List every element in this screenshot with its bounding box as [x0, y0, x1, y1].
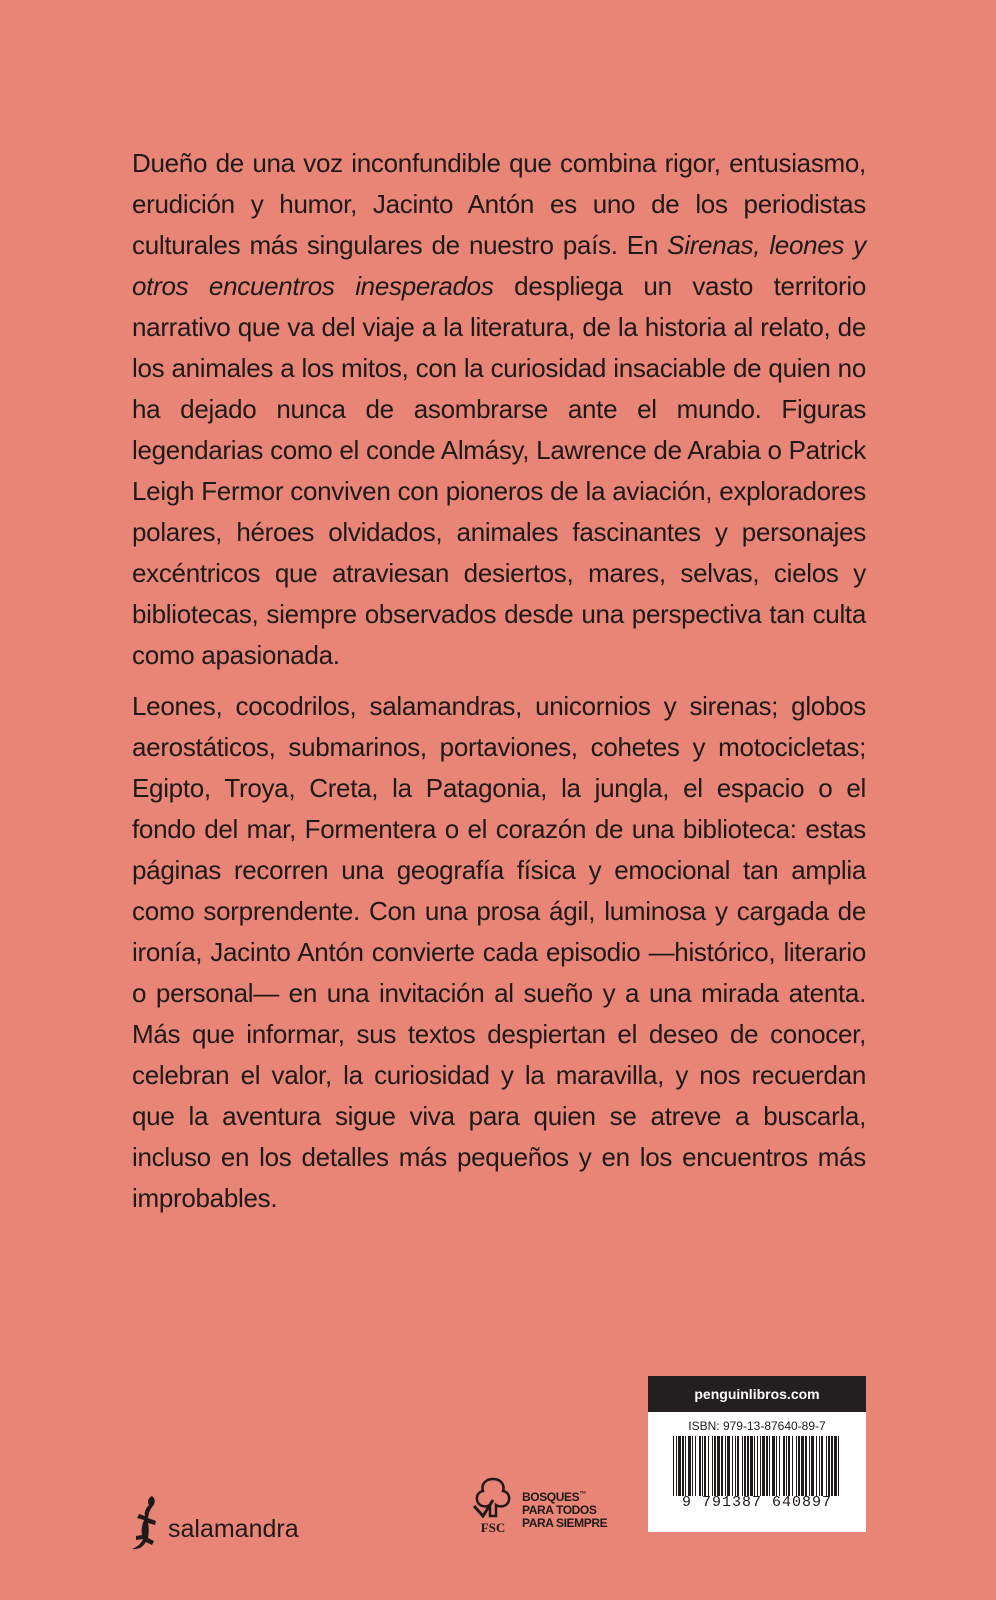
blurb-p1-body: despliega un vasto territorio narrativo que va del viaje a la literatura, de la historia al relato, de los animales a los mitos, con la curiosidad insaciable de quien no ha dejado nunca de asombrarse ante el mundo. Figuras legendarias como el conde Almásy, Lawrence de Arabia o Patrick Leigh Fermor conviven con pioneros de la aviación, exploradores polares, héroes olvidados, animales fascinantes y personajes excéntricos que atraviesan desiertos, mares, selvas, cielos y bibliotecas, siempre observados desde una perspectiva tan culta como apasionada.: [132, 271, 866, 670]
fsc-certification-logo: [468, 1476, 618, 1546]
fsc-tree-mark: [468, 1476, 518, 1536]
blurb-paragraph-2: Leones, cocodrilos, salamandras, unicornios y sirenas; globos aerostáticos, submarinos, portaviones, cohetes y motocicletas; Egipto, Troya, Creta, la Patagonia, la jungla, el espacio o el fondo del mar, Formentera o el corazón de una biblioteca: estas páginas recorren una geografía física y emocional tan amplia como sorprendente. Con una prosa ágil, luminosa y cargada de ironía, Jacinto Antón convierte cada episodio —histórico, literario o personal— en una invitación al sueño y a una mirada atenta. Más que informar, sus textos despiertan el deseo de conocer, celebran el valor, la curiosidad y la maravilla, y nos recuerdan que la aventura sigue viva para quien se atreve a buscarla, incluso en los detalles más pequeños y en los encuentros más improbables.: [132, 691, 866, 1213]
isbn-number: ISBN: 979-13-87640-89-7: [688, 1419, 826, 1433]
fsc-slogan: [522, 1488, 607, 1530]
book-title-italic: Sirenas, leones y otros encuentros inesperados: [132, 230, 866, 301]
barcode-bars: [667, 1436, 847, 1496]
publisher-website: penguinlibros.com: [648, 1376, 866, 1412]
back-cover-blurb: [132, 143, 866, 1229]
fsc-slogan-line-2: PARA TODOS: [522, 1503, 597, 1517]
publisher-logo: [128, 1495, 299, 1551]
isbn-barcode-box: [648, 1376, 866, 1532]
tree-check-icon: [471, 1476, 515, 1522]
blurb-paragraph-1: [132, 143, 866, 676]
salamander-icon: [128, 1494, 164, 1552]
barcode-digits: 9 791387 640897: [681, 1494, 833, 1511]
publisher-name: salamandra: [168, 1514, 299, 1543]
fsc-slogan-line-1: BOSQUES: [522, 1490, 580, 1504]
trademark-symbol: ™: [579, 1491, 586, 1498]
blurb-p1-intro: Dueño de una voz inconfundible que combina rigor, entusiasmo, erudición y humor, Jacinto Antón es uno de los periodistas culturales más singulares de nuestro país. En: [132, 148, 866, 260]
fsc-label: FSC: [480, 1520, 506, 1535]
fsc-slogan-line-3: PARA SIEMPRE: [522, 1516, 608, 1530]
